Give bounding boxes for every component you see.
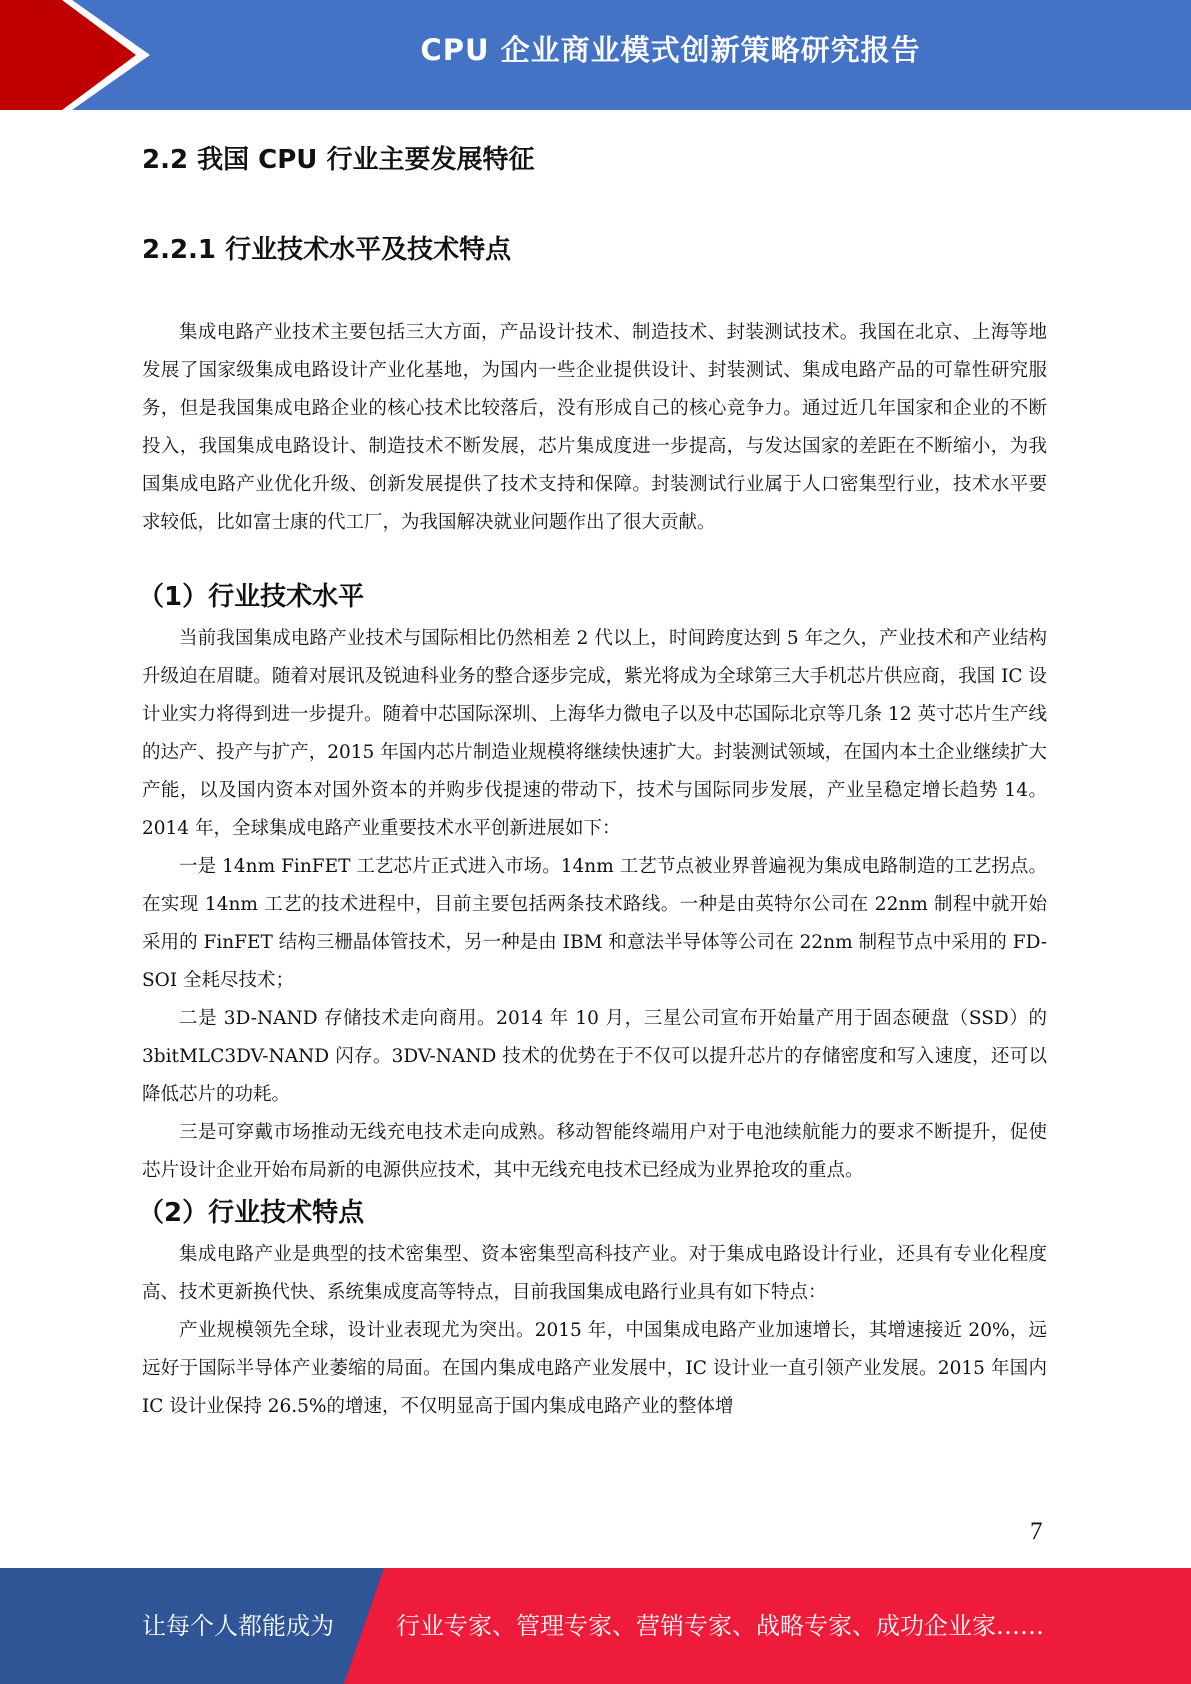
part2-paragraph: 产业规模领先全球，设计业表现尤为突出。2015 年，中国集成电路产业加速增长，其增速接近 20%，远远好于国际半导体产业萎缩的局面。在国内集成电路产业发展中，IC 设计业一直引领产业发展。2015 年国内 IC 设计业保持 26.5%的增速，不仅明显高于国内集成电路产业的整体增: [142, 1320, 1047, 1417]
part1-paragraph: 当前我国集成电路产业技术与国际相比仍然相差 2 代以上，时间跨度达到 5 年之久，产业技术和产业结构升级迫在眉睫。随着对展讯及锐迪科业务的整合逐步完成，紫光将成为全球第三大手机芯片供应商，我国 IC 设计业实力将得到进一步提升。随着中芯国际深圳、上海华力微电子以及中芯国际北京等几条 12 英寸芯片生产线的达产、投产与扩产，2015 年国内芯片制造业规模将继续快速扩大。封装测试领域，在国内本土企业继续扩大产能，以及国内资本对国外资本的并购步伐提速的带动下，技术与国际同步发展，产业呈稳定增长趋势 14。2014 年，全球集成电路产业重要技术水平创新进展如下：: [142, 628, 1047, 839]
page-header: [0, 0, 1191, 110]
footer-slogan-left: 让每个人都能成为: [142, 1612, 334, 1640]
footer-slogan-right: 行业专家、管理专家、营销专家、战略专家、成功企业家……: [396, 1612, 1044, 1640]
part1-paragraph: 二是 3D-NAND 存储技术走向商用。2014 年 10 月，三星公司宣布开始量产用于固态硬盘（SSD）的 3bitMLC3DV-NAND 闪存。3DV-NAND 技术的优势在于不仅可以提升芯片的存储密度和写入速度，还可以降低芯片的功耗。: [142, 1008, 1047, 1105]
intro-paragraph: 集成电路产业技术主要包括三大方面，产品设计技术、制造技术、封装测试技术。我国在北京、上海等地发展了国家级集成电路设计产业化基地，为国内一些企业提供设计、封装测试、集成电路产品的可靠性研究服务，但是我国集成电路企业的核心技术比较落后，没有形成自己的核心竞争力。通过近几年国家和企业的不断投入，我国集成电路设计、制造技术不断发展，芯片集成度进一步提高，与发达国家的差距在不断缩小，为我国集成电路产业优化升级、创新发展提供了技术支持和保障。封装测试行业属于人口密集型行业，技术水平要求较低，比如富士康的代工厂，为我国解决就业问题作出了很大贡献。: [142, 322, 1047, 533]
section-heading: 2.2 我国 CPU 行业主要发展特征: [142, 145, 535, 175]
part1-heading: （1）行业技术水平: [138, 582, 365, 612]
subsection-heading: 2.2.1 行业技术水平及技术特点: [142, 235, 512, 265]
part2-heading: （2）行业技术特点: [138, 1198, 365, 1228]
part1-paragraph: 三是可穿戴市场推动无线充电技术走向成熟。移动智能终端用户对于电池续航能力的要求不断提升，促使芯片设计企业开始布局新的电源供应技术，其中无线充电技术已经成为业界抢攻的重点。: [142, 1122, 1047, 1181]
page-footer: [0, 1568, 1191, 1684]
main-content: [138, 118, 1047, 1426]
header-title: CPU 企业商业模式创新策略研究报告: [420, 33, 921, 67]
part2-paragraph: 集成电路产业是典型的技术密集型、资本密集型高科技产业。对于集成电路设计行业，还具有专业化程度高、技术更新换代快、系统集成度高等特点，目前我国集成电路行业具有如下特点：: [142, 1244, 1047, 1303]
page-number: 7: [1030, 1518, 1043, 1545]
part1-paragraph: 一是 14nm FinFET 工艺芯片正式进入市场。14nm 工艺节点被业界普遍视为集成电路制造的工艺拐点。在实现 14nm 工艺的技术进程中，目前主要包括两条技术路线。一种是由英特尔公司在 22nm 制程中就开始采用的 FinFET 结构三栅晶体管技术，另一种是由 IBM 和意法半导体等公司在 22nm 制程节点中采用的 FD-SOI 全耗尽技术；: [142, 856, 1047, 991]
